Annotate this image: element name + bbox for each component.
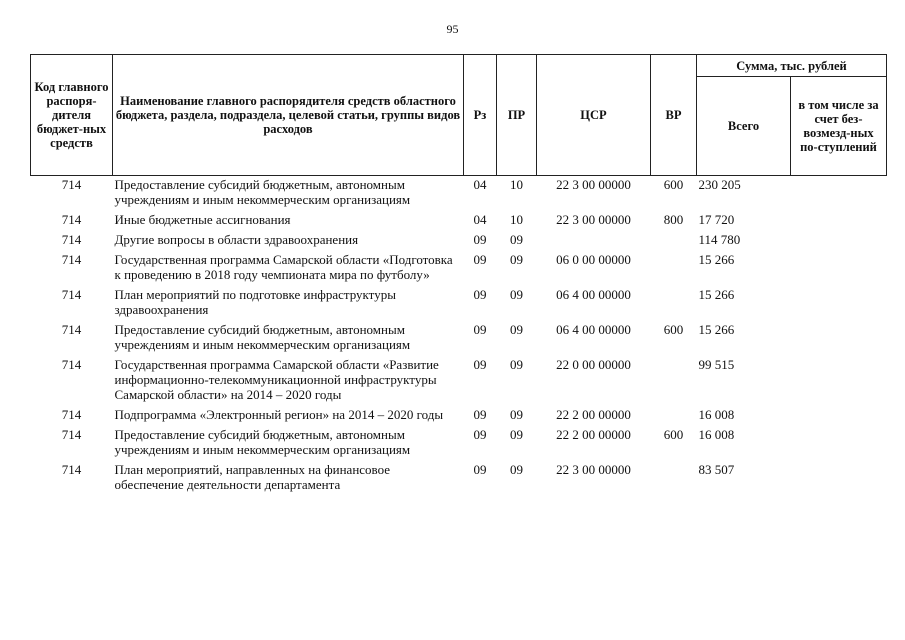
cell-pr: 09 — [510, 232, 523, 247]
cell-rz: 09 — [473, 252, 487, 267]
cell-vr: 800 — [663, 212, 684, 227]
table-row — [31, 286, 887, 321]
cell-code: 714 — [61, 232, 82, 247]
cell-pr: 09 — [510, 407, 523, 422]
cell-free — [791, 321, 887, 356]
cell-free — [791, 251, 887, 286]
budget-table — [30, 54, 887, 496]
cell-name: Предоставление субсидий бюджетным, автономным учреждениям и иным некоммерческим организациям — [114, 427, 411, 457]
cell-vr — [651, 286, 697, 321]
cell-pr: 09 — [510, 322, 523, 337]
cell-total: 15 266 — [698, 252, 735, 267]
cell-name: Другие вопросы в области здравоохранения — [114, 232, 359, 247]
cell-free — [791, 231, 887, 251]
cell-csr: 22 2 00 00000 — [556, 407, 631, 422]
cell-code: 714 — [61, 177, 82, 192]
cell-rz: 09 — [473, 407, 487, 422]
cell-csr: 22 3 00 00000 — [556, 212, 631, 227]
header-vr: ВР — [651, 55, 697, 176]
cell-csr: 22 2 00 00000 — [556, 427, 631, 442]
cell-code: 714 — [61, 212, 82, 227]
header-csr: ЦСР — [537, 55, 651, 176]
cell-name: План мероприятий по подготовке инфраструктуры здравоохранения — [114, 287, 396, 317]
cell-rz: 09 — [473, 287, 487, 302]
header-free: в том числе за счет без-возмезд-ных по-ступлений — [791, 77, 887, 176]
header-name: Наименование главного распорядителя средств областного бюджета, раздела, подраздела, целевой статьи, группы видов расходов — [113, 55, 464, 176]
cell-csr: 22 0 00 00000 — [556, 357, 631, 372]
table-row — [31, 176, 887, 212]
table-row — [31, 321, 887, 356]
cell-code: 714 — [61, 427, 82, 442]
cell-vr — [651, 251, 697, 286]
header-pr: ПР — [497, 55, 537, 176]
cell-vr: 600 — [663, 427, 684, 442]
cell-name: Государственная программа Самарской области «Развитие информационно-телекоммуникационной инфраструктуры Самарской области» на 2014 – 2020 годы — [114, 357, 439, 402]
page-number: 95 — [446, 22, 459, 36]
cell-rz: 04 — [473, 212, 487, 227]
table-row — [31, 426, 887, 461]
cell-code: 714 — [61, 357, 82, 372]
cell-csr: 06 4 00 00000 — [556, 322, 631, 337]
cell-csr — [537, 231, 651, 251]
cell-pr: 09 — [510, 427, 523, 442]
cell-csr: 06 4 00 00000 — [556, 287, 631, 302]
cell-rz: 09 — [473, 232, 487, 247]
table-row — [31, 231, 887, 251]
cell-rz: 09 — [473, 322, 487, 337]
cell-pr: 10 — [510, 212, 523, 227]
cell-free — [791, 211, 887, 231]
cell-total: 15 266 — [698, 322, 735, 337]
cell-csr: 22 3 00 00000 — [556, 462, 631, 477]
cell-free — [791, 406, 887, 426]
cell-name: Иные бюджетные ассигнования — [114, 212, 291, 227]
cell-vr — [651, 461, 697, 496]
cell-vr: 600 — [663, 322, 684, 337]
cell-name: Государственная программа Самарской области «Подготовка к проведению в 2018 году чемпионата мира по футболу» — [114, 252, 453, 282]
cell-total: 230 205 — [698, 177, 741, 192]
cell-csr: 22 3 00 00000 — [556, 177, 631, 192]
header-code: Код главного распоря-дителя бюджет-ных средств — [31, 55, 113, 176]
cell-name: Предоставление субсидий бюджетным, автономным учреждениям и иным некоммерческим организациям — [114, 177, 411, 207]
cell-total: 17 720 — [698, 212, 735, 227]
header-rz: Рз — [464, 55, 497, 176]
header-sum: Сумма, тыс. рублей — [697, 55, 887, 77]
cell-total: 16 008 — [698, 407, 735, 422]
cell-rz: 09 — [473, 357, 487, 372]
cell-rz: 04 — [473, 177, 487, 192]
cell-total: 16 008 — [698, 427, 735, 442]
cell-code: 714 — [61, 252, 82, 267]
cell-free — [791, 461, 887, 496]
cell-name: Предоставление субсидий бюджетным, автономным учреждениям и иным некоммерческим организациям — [114, 322, 411, 352]
cell-name: План мероприятий, направленных на финансовое обеспечение деятельности департамента — [114, 462, 391, 492]
cell-free — [791, 286, 887, 321]
table-row — [31, 211, 887, 231]
cell-pr: 09 — [510, 252, 523, 267]
cell-pr: 10 — [510, 177, 523, 192]
cell-code: 714 — [61, 462, 82, 477]
table-row — [31, 356, 887, 406]
cell-pr: 09 — [510, 462, 523, 477]
cell-total: 15 266 — [698, 287, 735, 302]
cell-rz: 09 — [473, 462, 487, 477]
cell-free — [791, 426, 887, 461]
cell-total: 99 515 — [698, 357, 735, 372]
cell-code: 714 — [61, 407, 82, 422]
cell-name: Подпрограмма «Электронный регион» на 2014 – 2020 годы — [114, 407, 444, 422]
cell-vr — [651, 406, 697, 426]
cell-pr: 09 — [510, 357, 523, 372]
cell-pr: 09 — [510, 287, 523, 302]
cell-total: 83 507 — [698, 462, 735, 477]
cell-code: 714 — [61, 322, 82, 337]
cell-vr — [651, 231, 697, 251]
cell-free — [791, 356, 887, 406]
table-body — [31, 176, 887, 497]
table-row — [31, 251, 887, 286]
cell-code: 714 — [61, 287, 82, 302]
cell-rz: 09 — [473, 427, 487, 442]
cell-total: 114 780 — [698, 232, 741, 247]
cell-csr: 06 0 00 00000 — [556, 252, 631, 267]
header-total: Всего — [697, 77, 791, 176]
cell-vr: 600 — [663, 177, 684, 192]
cell-free — [791, 176, 887, 212]
table-row — [31, 406, 887, 426]
table-header — [31, 55, 887, 176]
table-row — [31, 461, 887, 496]
cell-vr — [651, 356, 697, 406]
